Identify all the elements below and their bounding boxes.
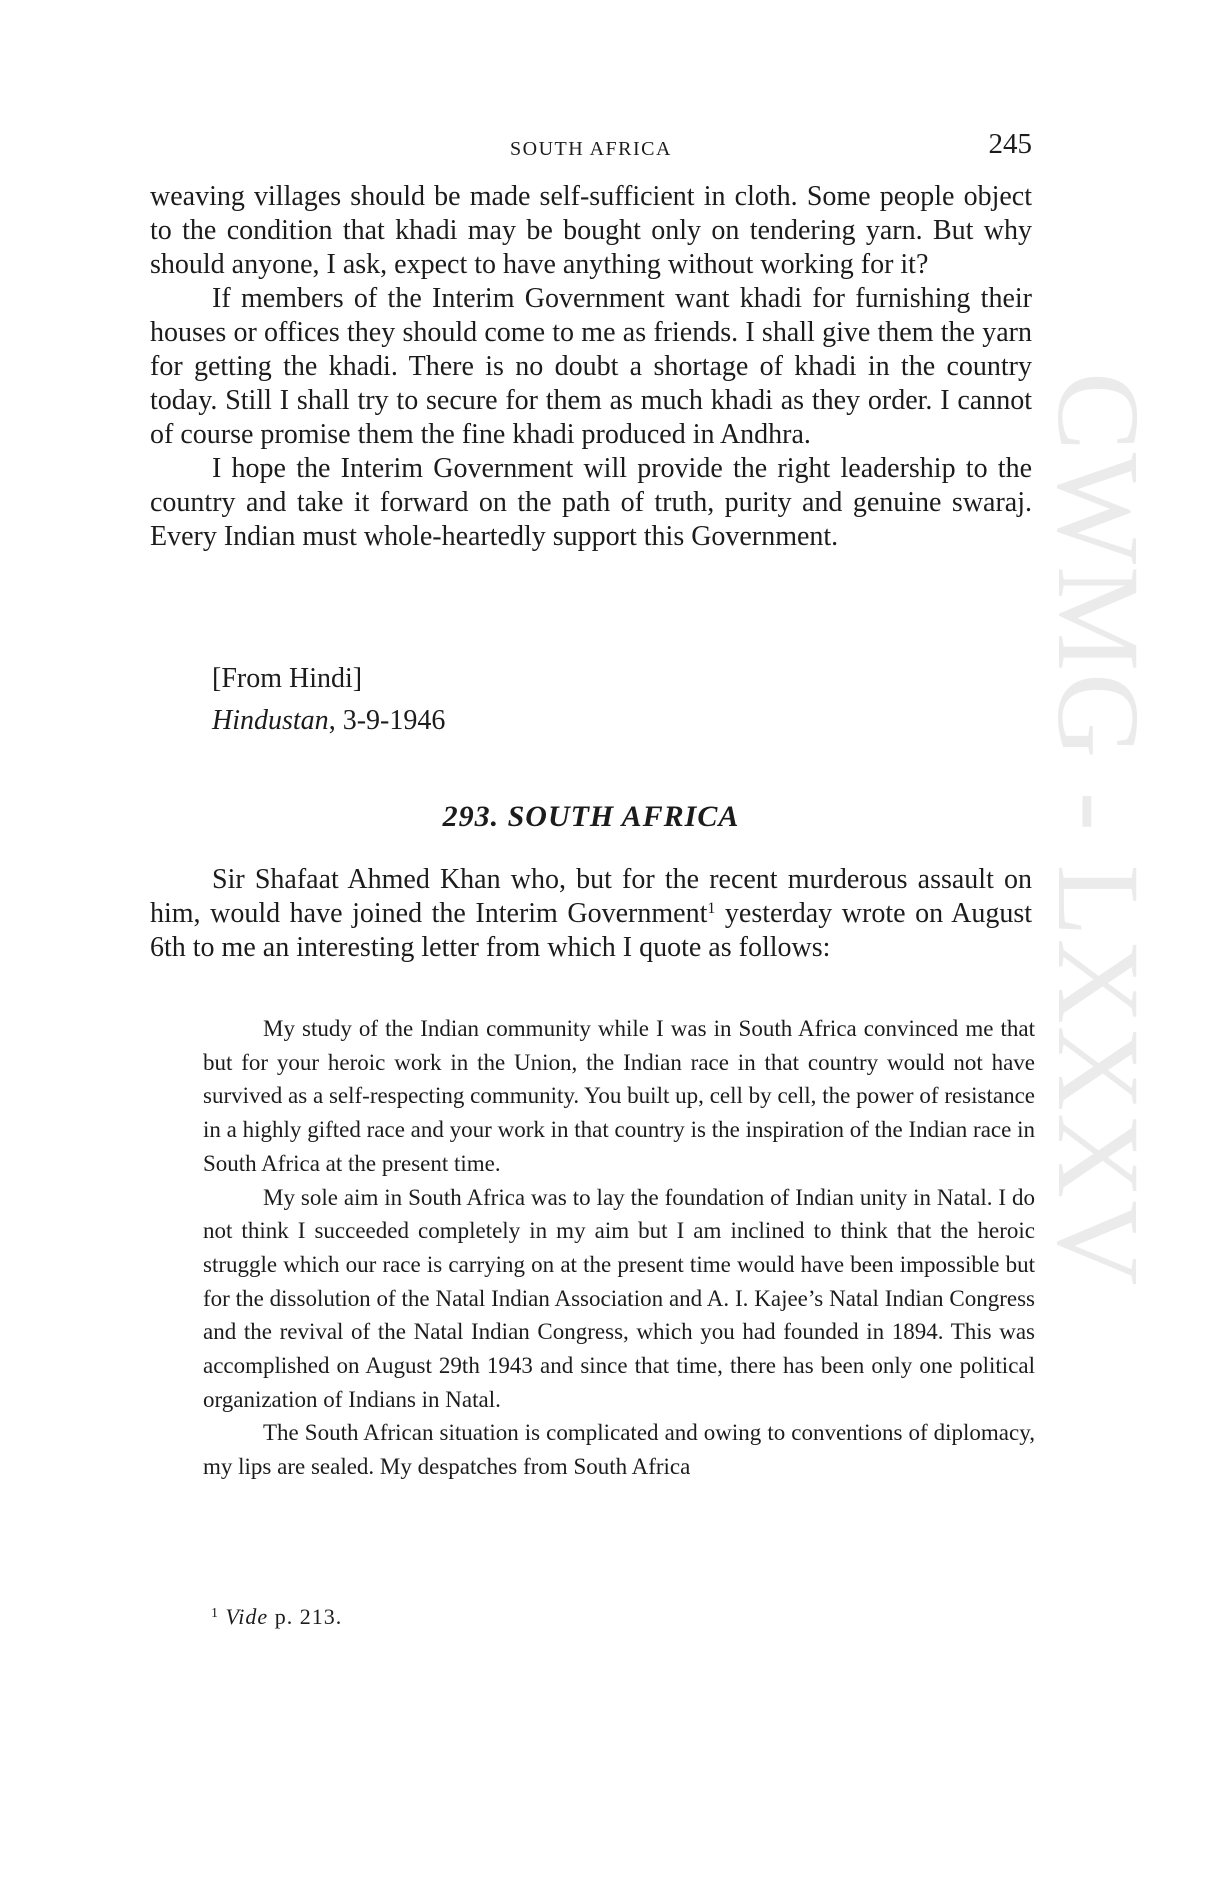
- footnote-reference: 1: [707, 900, 716, 917]
- page-number: 245: [988, 128, 1032, 160]
- watermark: [1033, 372, 1164, 1522]
- paragraph-2: If members of the Interim Government want khadi for furnishing their houses or offices they should come to me as friends. I shall give them the yarn for getting the khadi. There is no doubt a shortage of khadi in the country today. Still I shall try to secure for them as much khadi as they order. I cannot of course promise them the fine khadi produced in Andhra.: [150, 283, 1032, 450]
- running-head: [150, 128, 1032, 164]
- footnote-italic: Vide: [225, 1604, 269, 1629]
- article-intro: [150, 863, 1032, 965]
- continued-text: [150, 180, 1032, 554]
- paragraph-3: I hope the Interim Government will provide the right leadership to the country and take it forward on the path of truth, purity and genuine swaraj. Every Indian must whole-heartedly support this Government.: [150, 453, 1032, 552]
- footnote: [211, 1604, 342, 1630]
- intro-text-a: Sir Shafaat Ahmed Khan who, but for the recent murderous assault on him, would have joined the Interim Government: [150, 864, 1032, 929]
- source-note: [From Hindi]: [212, 663, 363, 694]
- paragraph-1: weaving villages should be made self-sufficient in cloth. Some people object to the condition that khadi may be bought only on tendering yarn. But why should anyone, I ask, expect to have anything without working for it?: [150, 181, 1032, 280]
- intro-text-b: yesterday wrote on August 6th to me an interesting letter from which I quote as follows:: [150, 898, 1032, 963]
- citation: [150, 704, 1032, 738]
- intro-paragraph: [150, 863, 1032, 965]
- citation-date: , 3-9-1946: [328, 705, 446, 736]
- quote-paragraph-2: My sole aim in South Africa was to lay the foundation of Indian unity in Natal. I do not think I succeeded completely in my aim but I am inclined to think that the heroic struggle which our race is carrying on at the present time would have been impossible but for the dissolution of the Natal Indian Association and A. I. Kajee’s Natal Indian Congress and the revival of the Natal Indian Congress, which you had founded in 1894. This was accomplished on August 29th 1943 and since that time, there has been only one political organization of Indians in Natal.: [203, 1184, 1035, 1412]
- letter-quote: [203, 1012, 1035, 1484]
- section-heading: 293. SOUTH AFRICA: [442, 800, 740, 833]
- citation-title: Hindustan: [212, 705, 329, 736]
- source-block: [150, 662, 1032, 738]
- running-title: SOUTH AFRICA: [510, 138, 672, 160]
- quote-paragraph-3: The South African situation is complicated and owing to conventions of diplomacy, my lips are sealed. My despatches from South Africa: [203, 1420, 1035, 1480]
- watermark-text: CWMG - LXXXV: [1033, 372, 1164, 1288]
- footnote-marker: 1: [211, 1606, 219, 1621]
- footnote-text: p. 213.: [268, 1604, 343, 1629]
- quote-paragraph-1: My study of the Indian community while I was in South Africa convinced me that but for your heroic work in the Union, the Indian race in that country would not have survived as a self-respecting community. You built up, cell by cell, the power of resistance in a highly gifted race and your work in that country is the inspiration of the Indian race in South Africa at the present time.: [203, 1016, 1035, 1176]
